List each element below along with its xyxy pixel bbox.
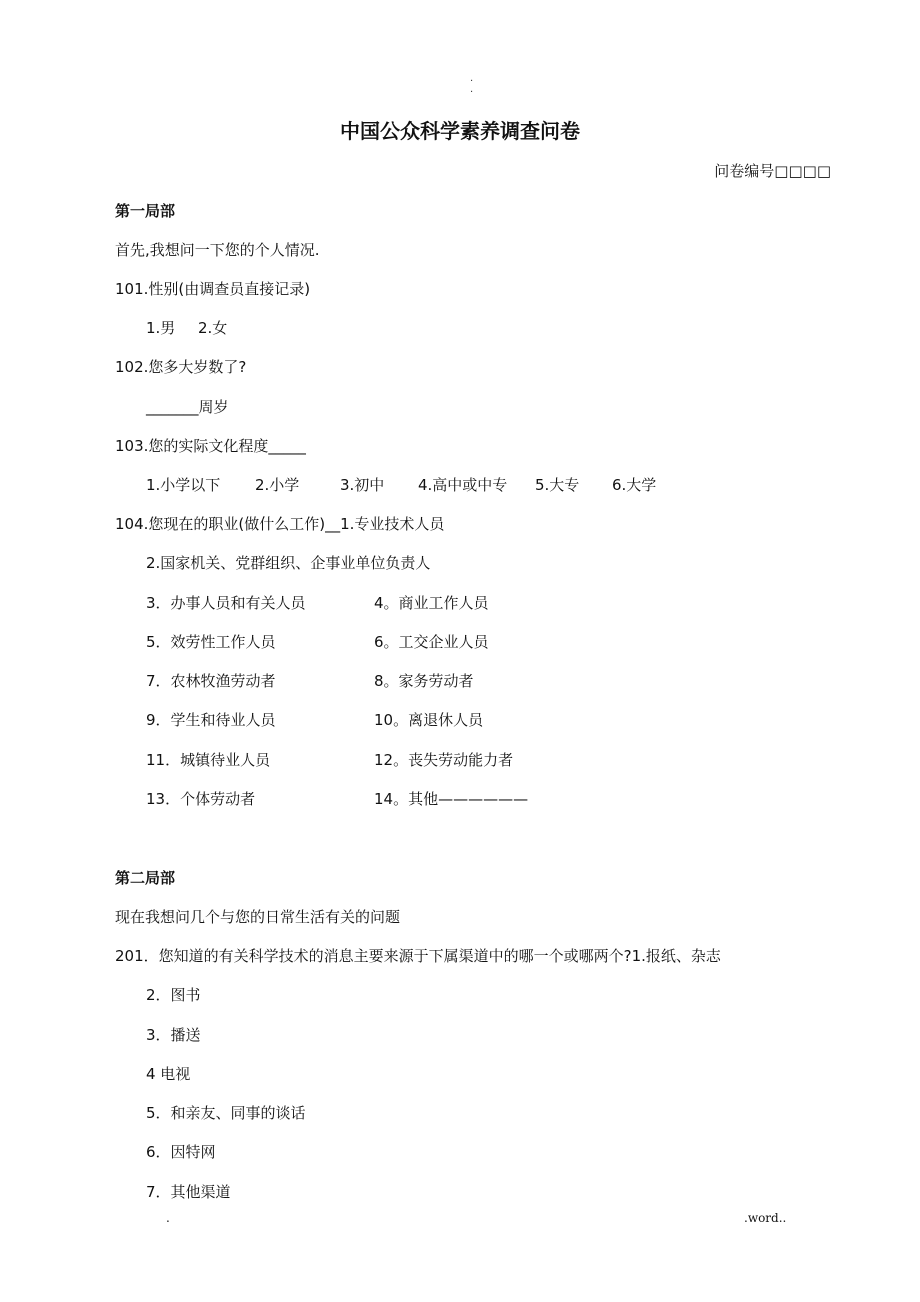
q104-line2: 2.国家机关、党群组织、企事业单位负责人 xyxy=(146,554,431,572)
q101-option: 1.男 xyxy=(146,319,176,337)
footer-left: . xyxy=(166,1211,170,1225)
header-dot-top: . xyxy=(470,73,474,84)
q104-option: 14。其他—————— xyxy=(374,790,529,808)
q103-option: 4.高中或中专 xyxy=(418,476,508,494)
q102-text: 102.您多大岁数了? xyxy=(115,358,247,376)
q102-answer: _______周岁 xyxy=(146,398,229,416)
q103-option: 5.大专 xyxy=(535,476,580,494)
q201-option: 2．图书 xyxy=(146,986,201,1004)
q103-text: 103.您的实际文化程度_____ xyxy=(115,437,306,455)
part1-intro: 首先,我想问一下您的个人情况. xyxy=(115,241,320,259)
q201-option: 7．其他渠道 xyxy=(146,1183,231,1201)
q103-option: 1.小学以下 xyxy=(146,476,221,494)
q104-text: 104.您现在的职业(做什么工作)__1.专业技术人员 xyxy=(115,515,445,533)
q104-option: 10。离退休人员 xyxy=(374,711,484,729)
part2-intro: 现在我想问几个与您的日常生活有关的问题 xyxy=(115,908,401,926)
q104-option: 7．农林牧渔劳动者 xyxy=(146,672,276,690)
q201-option: 3．播送 xyxy=(146,1026,201,1044)
header-dot-bottom: . xyxy=(470,84,474,95)
q104-option: 3．办事人员和有关人员 xyxy=(146,594,306,612)
q103-option: 6.大学 xyxy=(612,476,657,494)
q201-option: 5．和亲友、同事的谈话 xyxy=(146,1104,306,1122)
part1-heading: 第一局部 xyxy=(115,202,176,220)
q201-text: 201．您知道的有关科学技术的消息主要来源于下属渠道中的哪一个或哪两个?1.报纸、杂志 xyxy=(115,947,721,965)
part2-heading: 第二局部 xyxy=(115,869,176,887)
q104-option: 9．学生和待业人员 xyxy=(146,711,276,729)
q104-option: 4。商业工作人员 xyxy=(374,594,489,612)
questionnaire-number: 问卷编号□□□□ xyxy=(714,162,831,180)
q104-option: 13．个体劳动者 xyxy=(146,790,256,808)
q101-text: 101.性别(由调查员直接记录) xyxy=(115,280,311,298)
q103-option: 3.初中 xyxy=(340,476,385,494)
q104-option: 5．效劳性工作人员 xyxy=(146,633,276,651)
q104-option: 12。丧失劳动能力者 xyxy=(374,751,514,769)
q103-option: 2.小学 xyxy=(255,476,300,494)
footer-right: .word.. xyxy=(744,1211,787,1225)
q101-option: 2.女 xyxy=(198,319,228,337)
q104-option: 8。家务劳动者 xyxy=(374,672,474,690)
page-title: 中国公众科学素养调查问卷 xyxy=(340,119,580,143)
q104-option: 11．城镇待业人员 xyxy=(146,751,271,769)
q201-option: 4 电视 xyxy=(146,1065,191,1083)
q104-option: 6。工交企业人员 xyxy=(374,633,489,651)
q201-option: 6．因特网 xyxy=(146,1143,216,1161)
